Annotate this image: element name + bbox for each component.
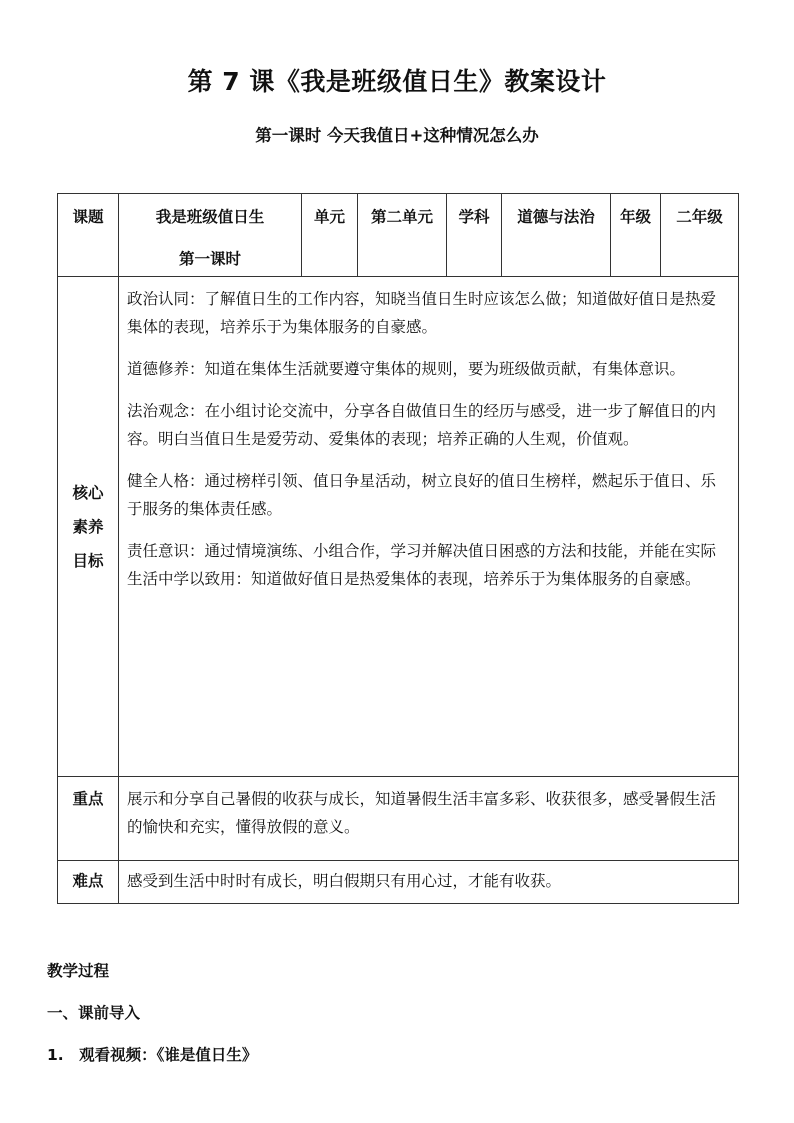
item-number: 1. (47, 1046, 64, 1064)
unit-label: 单元 (313, 208, 345, 226)
difficulty-value: 感受到生活中时时有成长，明白假期只有用心过，才能有收获。 (119, 861, 739, 904)
goals-row (58, 277, 739, 777)
process-heading: 教学过程 (47, 962, 110, 980)
key-point-row (58, 777, 739, 861)
unit-value: 第二单元 (370, 208, 433, 226)
key-point-value: 展示和分享自己暑假的收获与成长，知道暑假生活丰富多彩、收获很多，感受暑假生活的愉快和充实，懂得放假的意义。 (119, 777, 739, 861)
goal-personality: 健全人格：通过榜样引领、值日争星活动，树立良好的值日生榜样，燃起乐于值日、乐于服务的集体责任感。 (127, 471, 717, 519)
topic-value-line2: 第一课时 (178, 250, 241, 268)
document-title: 第 7 课《我是班级值日生》教案设计 (187, 67, 607, 96)
key-point-label: 重点 (58, 777, 119, 861)
topic-value-line1: 我是班级值日生 (155, 208, 265, 226)
goals-label: 核心 素养 目标 (58, 277, 119, 777)
lesson-plan-table (57, 193, 739, 904)
difficulty-row (58, 861, 739, 904)
goal-moral: 道德修养：知道在集体生活就要遵守集体的规则，要为班级做贡献，有集体意识。 (127, 360, 686, 379)
section-intro-heading: 一、课前导入 (47, 1004, 141, 1022)
goal-political: 政治认同：了解值日生的工作内容，知晓当值日生时应该怎么做；知道做好值日是热爱集体的表现，培养乐于为集体服务的自豪感。 (127, 290, 717, 337)
topic-label: 课题 (72, 208, 104, 226)
subject-label: 学科 (458, 208, 490, 226)
goals-content (119, 277, 739, 777)
difficulty-label: 难点 (58, 861, 119, 904)
header-row (58, 194, 739, 277)
process-item-1 (47, 1043, 257, 1065)
item-text: 观看视频：《谁是值日生》 (79, 1046, 258, 1064)
topic-value (119, 194, 301, 269)
grade-value: 二年级 (676, 208, 723, 226)
goal-responsibility: 责任意识：通过情境演练、小组合作，学习并解决值日困惑的方法和技能，并能在实际生活中学以致用：知道做好值日是热爱集体的表现，培养乐于为集体服务的自豪感。 (127, 542, 717, 589)
grade-label: 年级 (619, 208, 651, 226)
goal-legal: 法治观念：在小组讨论交流中，分享各自做值日生的经历与感受，进一步了解值日的内容。明白当值日生是爱劳动、爱集体的表现；培养正确的人生观，价值观。 (127, 401, 717, 449)
document-subtitle: 第一课时 今天我值日+这种情况怎么办 (255, 126, 539, 145)
subject-value: 道德与法治 (517, 208, 595, 226)
